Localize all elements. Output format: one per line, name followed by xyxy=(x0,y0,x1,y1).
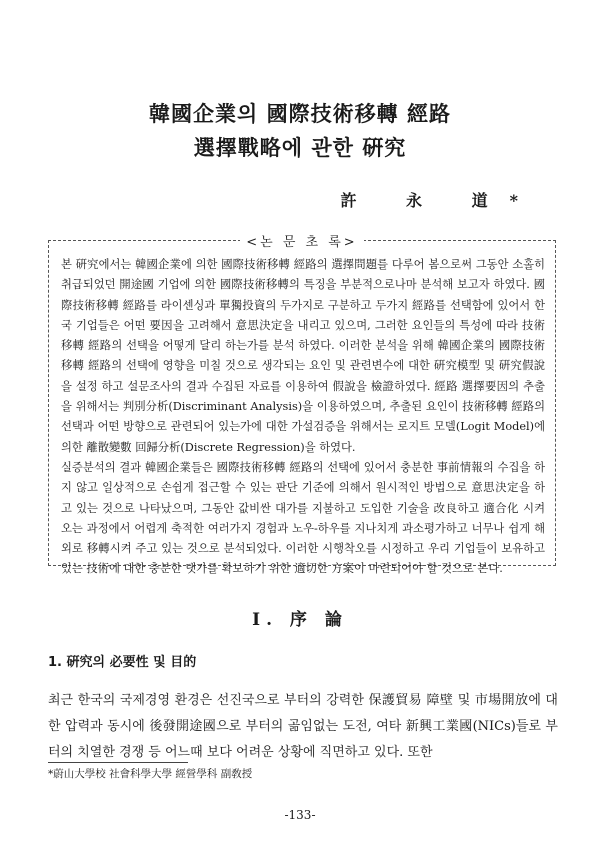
body-paragraph: 최근 한국의 국제경영 환경은 선진국으로 부터의 강력한 保護貿易 障壁 및 市場開放에 대한 압력과 동시에 後發開途國으로 부터의 곪임없는 도전, 여타 新興工業國(NICs)들로 부터의 치열한 경쟁 등 어느때 보다 어려운 상황에 직면하고 있다. 또한 xyxy=(48,693,558,760)
footnote: *蔚山大學校 社會科學大學 經營學科 副敎授 xyxy=(48,768,253,780)
abstract-body xyxy=(61,255,545,580)
page-number: -133- xyxy=(284,808,316,822)
paper-title-line-2: 選擇戰略에 관한 硏究 xyxy=(193,135,407,160)
section-title: I. 序 論 xyxy=(252,610,348,630)
abstract-heading-wrap xyxy=(49,231,555,250)
abstract-paragraph-2: 실증분석의 결과 韓國企業들은 國際技術移轉 經路의 선택에 있어서 충분한 事前情報의 수집을 하지 않고 일상적으로 손쉽게 접근할 수 있는 판단 기준에 의해서 원시적인 방법으로 意思決定을 하고 있는 것으로 나타났으며, 그동안 값비싼 대가를 지불하고 도입한 기술을 改良하고 適合化 시켜 오는 과정에서 어렵게 축적한 여러가지 경험과 노우-하우를 지나치게 과소평가하고 너무나 쉽게 해외로 移轉시켜 주고 있는 것으로 분석되었다. 이러한 시행착오를 시정하고 우리 기업들이 보유하고 있는 技術에 대한 충분한 댓가를 확보하기 위한 適切한 方案이 마련되어야 할 것으로 본다. xyxy=(61,460,545,576)
abstract-box xyxy=(48,235,556,576)
abstract-paragraph-1: 본 硏究에서는 韓國企業에 의한 國際技術移轉 經路의 選擇問題를 다루어 봄으로써 그동안 소홀히 취급되었던 開途國 기업에 의한 國際技術移轉의 특징을 부분적으로나마 분석해 보고자 하였다. 國際技術移轉 經路를 라이센싱과 單獨投資의 두가지로 구분하고 두가지 經路를 선택함에 있어서 한국 기업들은 어떤 要因을 고려해서 意思決定을 내리고 있으며, 그러한 요인들의 특성에 따라 技術移轉 經路의 선택을 어떻게 달리 하는가를 분석 하였다. 이러한 분석을 위해 韓國企業의 國際技術移轉 經路의 선택에 영향을 미칠 것으로 생각되는 요인 및 관련변수에 대한 硏究模型 및 硏究假說을 설정 하고 설문조사의 결과 수집된 자료를 이용하여 假說을 檢證하였다. 經路 選擇要因의 추출을 위해서는 判別分析(Discriminant Analysis)을 이용하였으며, 추출된 요인이 技術移轉 經路의 선택과 어떤 방향으로 관련되어 있는가에 대한 가설검증을 위해서는 로지트 모델(Logit Model)에 의한 離散變數 回歸分析(Discrete Regression)을 하였다. xyxy=(61,258,545,454)
subsection-title: 1. 硏究의 必要性 및 目的 xyxy=(48,655,197,670)
author-name: 許 永 道* xyxy=(340,191,540,210)
paper-title-line-1: 韓國企業의 國際技術移轉 經路 xyxy=(149,101,451,126)
footnote-divider xyxy=(48,762,188,763)
abstract-heading: <논 문 초 록> xyxy=(240,235,363,250)
